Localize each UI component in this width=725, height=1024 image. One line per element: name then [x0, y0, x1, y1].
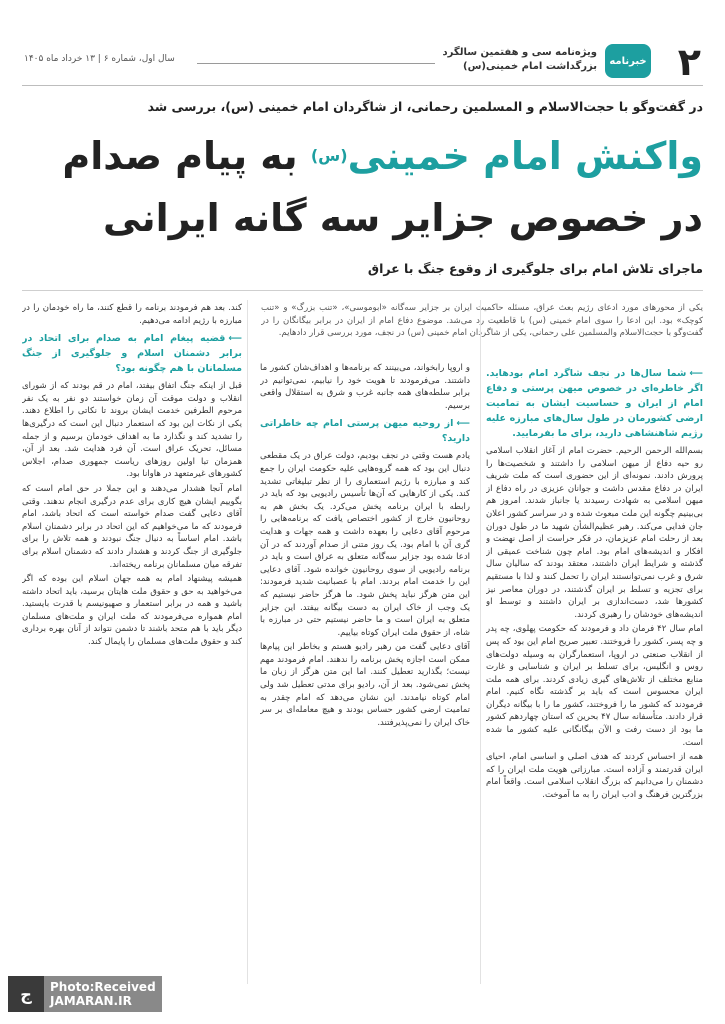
watermark-line2: JAMARAN.IR: [50, 994, 132, 1008]
column-divider-left: [247, 300, 248, 984]
question-text: قضیه پیغام امام به صدام برای اتحاد در برابر دشمنان اسلام و جلوگیری از جنگ مسلمانان با هم چگونه بود؟: [22, 333, 242, 375]
jamaran-logo-icon: ج: [8, 976, 44, 1012]
subtitle-divider: [22, 290, 703, 291]
article-subtitle: ماجرای تلاش امام برای جلوگیری از وقوع جنگ با عراق: [367, 261, 703, 276]
paragraph: آقای دعایی گفت من رهبر رادیو هستم و بخاطر این پیام‌ها ممکن است اجازه پخش برنامه را ندهند. امام فرمودند مهم نیست؛ بگذارید تعطیل کنند. اما این متن هرگز از زبان ما پخش نمی‌شود. بعد از آن، رادیو برای مدتی تعطیل شد ولی امام کوتاه نیامدند. این نشان می‌دهد که امام چقدر به تمامیت ارضی کشور حساس بودند و هیچ معامله‌ای بر سر خاک ایران را نمی‌پذیرفتند.: [260, 642, 470, 728]
paragraph: همه از احساس کردند که هدف اصلی و اساسی امام، احیای ایران قدرتمند و آزاده است. مبارزاتی هویت ملت ایران را که دشمنان را می‌دانیم که بزرگ انقلاب اسلامی است. واقعاً امام بزرگترین فرهنگ و ادب ایران را به ما آموخت.: [486, 752, 703, 801]
arrow-left-icon: ⟵: [228, 333, 242, 345]
headline-teal-part: واکنش امام خمینی: [347, 134, 703, 178]
masthead-divider: [197, 63, 435, 64]
column-right: [486, 362, 703, 984]
watermark-line1: Photo:Received: [50, 980, 156, 994]
interview-question: [260, 416, 470, 446]
masthead: [22, 38, 703, 86]
watermark-text: [50, 980, 156, 1008]
column-middle: [260, 362, 470, 984]
column-divider-right: [480, 300, 481, 984]
photo-watermark: [8, 976, 162, 1012]
page-number: ۲: [677, 40, 701, 84]
headline-dark-part: به پیام صدام: [62, 134, 298, 178]
arrow-left-icon: ⟵: [456, 418, 470, 430]
arrow-left-icon: ⟵: [689, 368, 703, 379]
headline-sup: (س): [310, 146, 348, 165]
headline-line2: در خصوص جزایر سه گانه ایرانی: [102, 196, 703, 240]
interview-question: [486, 366, 703, 441]
masthead-title-line1: ویژه‌نامه سی و هفتمین سالگرد: [442, 47, 597, 58]
paragraph: امام آنجا هشدار می‌دهند و این جملا در حق امام است که بگوییم ایشان هیچ کاری برای عدم درگیری انجام ندهند. وقتی آقای دعایی گفت صدام خواسته است که اتحاد باشد، امام فرمودند که ما می‌خواهیم که این اتحاد در برابر دشمنان اسلام باشد. امام اساساً به دنبال جنگ نبودند و همه تلاش را برای جلوگیری از جنگ کردند و هشدار دادند که دشمنان اسلام برای تفرقه میان مسلمانان برنامه ریخته‌اند.: [22, 483, 242, 570]
article-kicker: در گفت‌وگو با حجت‌الاسلام و المسلمین رحمانی، از شاگردان امام خمینی (س)، بررسی شد: [147, 99, 703, 114]
paragraph: قبل از اینکه جنگ اتفاق بیفتد، امام در قم بودند که از شورای انقلاب و دولت موقت آن زمان خواستند دو نفر به یک نفر مرحوم الطرفین خدمت ایشان بروند تا نکاتی را اطلاع دهند. یکی از نکات این بود که استعمار دنبال این است که درگیری‌ها را تشدید کند و نگذارد ما به اهداف خودمان برسیم و از جمله مسائل، تحریک عراق است. آن فرد هدایت شد. بعد از آن، همزمان تبا اولین روزهای ریاست جمهوری صدام، اجلاس کشورهای غیرمتعهد در هاوانا بود.: [22, 381, 242, 480]
headline-line1: [0, 128, 703, 184]
newsletter-logo: خبرنامه: [605, 44, 651, 78]
issue-info: سال اول، شماره ۶ | ۱۳ خرداد ماه ۱۴۰۵: [24, 54, 175, 64]
paragraph: و اروپا رابخواند، می‌بینند که برنامه‌ها و اهداف‌شان کشور ما داشتند. می‌فرمودند تا هویت خود را نیابیم، نمی‌توانیم در برابر سلطه‌های همه جانبه غرب و شرق به استقلال واقعی برسیم.: [260, 363, 470, 411]
question-text: شما سال‌ها در نجف شاگرد امام بودهاید. اگر خاطره‌ای در خصوص میهن پرستی و دفاع امام از ایران و حساسیت ایشان به تمامیت ارضی کشورمان در طول سال‌های مبارزه علیه رژیم شاهنشاهی دارید، برای ما بفرمایید.: [486, 368, 703, 439]
interview-question: [22, 331, 242, 376]
masthead-titles: [443, 46, 597, 74]
question-text: از روحیه میهن پرستی امام چه خاطراتی دارید؟: [260, 418, 470, 445]
masthead-title-line2: بزرگداشت امام خمینی(س): [463, 61, 597, 72]
column-left: [22, 302, 242, 984]
paragraph: کند. بعد هم فرمودند برنامه را قطع کنند، ما راه خودمان را در مبارزه با رژیم ادامه می‌دهیم.: [22, 303, 242, 326]
article-lede: یکی از محورهای مورد ادعای رژیم بعث عراق، مسئله حاکمیت ایران بر جزایر سه‌گانه «ابوموسی»، «تنب بزرگ» و «تنب کوچک» بود. این ادعا را سوی امام خمینی (س) با قاطعیت رد می‌شد. موضوع دفاع امام از ایران در برابر بیگانگان را در گفت‌وگو با حجت‌الاسلام والمسلمین علی رحمانی، یکی از شاگردان امام خمینی (س) در نجف، مورد بررسی قرار دادهایم.: [261, 303, 703, 338]
paragraph: همیشه پیشنهاد امام به همه جهان اسلام این بوده که اگر می‌خواهید به حق و حقوق ملت هایتان برسید، باید اتحاد داشته باشید و همه در برابر استعمار و صهیونیسم با قدرت بایستید. امام همواره می‌فرمودند که ملت ایران و ملت‌های مسلمان دیگر باید با هم متحد باشند تا دشمن نتواند از آنان بهره برداری کند و حقوق ملت‌های مسلمان را پایمال کند.: [22, 574, 242, 648]
paragraph: بسم‌الله الرحمن الرحیم. حضرت امام از آغاز انقلاب اسلامی رو حیه دفاع از میهن اسلامی را داشتند و شخصیت‌ها را پرورش دادند. نمونه‌ای از این حضوری است که ملت شریف ایران در دفاع مقدس داشت و جوانان عزیزی در راه دفاع از میهن اسلامی به شهادت رسیدند یا جانباز شدند. امروز هم بی‌بینیم چگونه این ملت مبعوث شده و در سراسر کشور اعلان جان فدایی می‌کند. رهبر عظیم‌الشأن شهید ما در طول دوران بعد از رحلت امام عزیزمان، در فکر حراست از اصل نهضت و افکار و اندیشه‌های امام بود. امام چون شناخت عمیقی از گذشته و شرایط ایران داشتند، معتقد بودند که سالیان سال شرق و غرب نمی‌توانستند ایران را تحمل کنند و لذا با مستقیم برای تجزیه و تسلط بر ایران گذشتند، در دوران معاصر نیز کشورها شد، دست‌اندازی بر ایران داشتند و توسط او اندیشه‌های خودشان را رهبری کردند.: [486, 446, 703, 620]
paragraph: امام سال ۴۲ فرمان داد و فرمودند که حکومت پهلوی، چه پدر و چه پسر، کشور را فروختند. تعبیر صریح امام این بود که پس از انقلاب صنعتی در اروپا، استعمارگران به وسیله دولت‌های روس و انگلیس، برای تسلط بر ایران و شناسایی و غارت منابع مختلف از تلاش‌های گیری زیادی کردند. برای همه ملت ایران محسوس است که باید بر گذشته نگاه کنیم. امام فرمودند که کشور ما را فروختند، کشور ما را با بیگانه دیگران قرار دادند. متأسفانه سال ۴۷ بحرین که استان چهاردهم کشور ما بود از دست رفت و الآن بیگانگانی علیه کشور ما شده است.: [486, 624, 703, 748]
paragraph: یادم هست وقتی در نجف بودیم، دولت عراق در یک مقطعی دنبال این بود که همه گروه‌هایی علیه حکومت ایران را جمع کند و مبارزه با رژیم استعماری را از نظر تبلیغاتی تشدید کند. یکی از کارهایی که آن‌ها تأسیس رادیویی بود که باید در رابطه با ایران برنامه پخش می‌کرد. یک بخش هم به روحانیون خارج از کشور اختصاص یافت که برنامه‌هایی را مرحوم آقای دعایی را بعهده داشت و همه جهات و هدایت گری آن با امام بود. یک روز متنی از صدام آوردند که در آن ادعا شده بود جزایر سه‌گانه متعلق به عراق است و باید در برنامه رادیویی از سوی روحانیون خوانده شود. آقای دعایی این را خدمت امام بردند. امام با عصبانیت شدید فرمودند: این متن هرگز نباید پخش شود. ما هرگز حاضر نیستیم که یک وجب از خاک ایران به دست بیگانه بیفتد. این جزایر متعلق به ایران است و ما حاضر نیستیم حتی در مبارزه با شاه، از حقوق ملت ایران کوتاه بیاییم.: [260, 451, 470, 638]
